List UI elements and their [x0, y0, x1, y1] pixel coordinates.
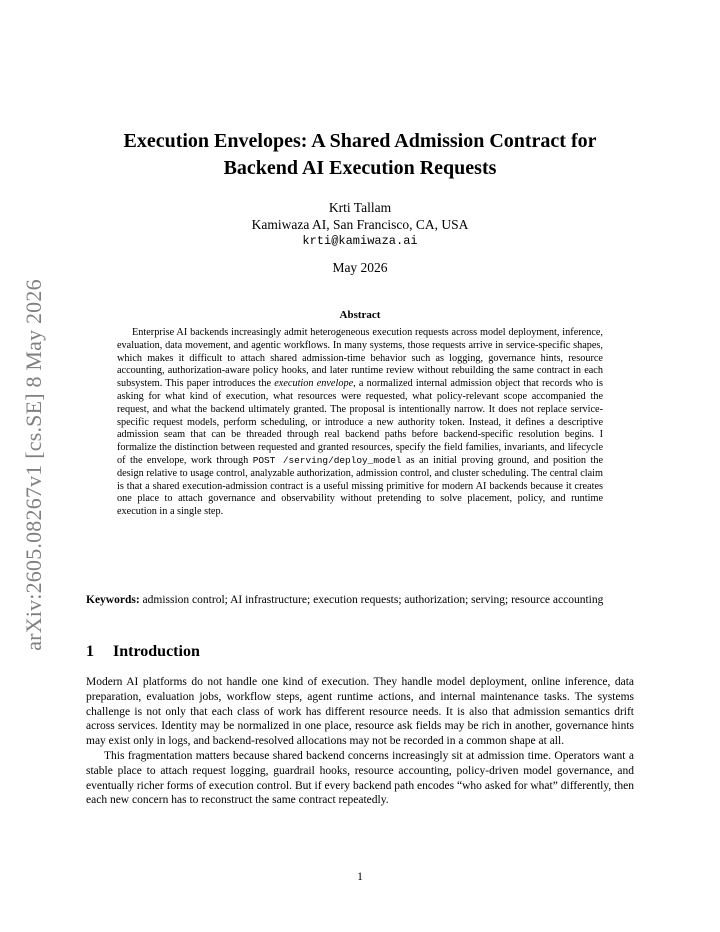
arxiv-watermark [18, 265, 50, 665]
title-line-1: Execution Envelopes: A Shared Admission Contract for [123, 130, 597, 152]
publication-date: May 2026 [332, 260, 388, 275]
arxiv-identifier: arXiv:2605.08267v1 [cs.SE] 8 May 2026 [21, 279, 46, 651]
section-body [86, 675, 634, 808]
abstract-text-3: as an initial proving ground, and position the design relative to usage control, analyzable authorization, admission control, and cluster scheduling. The central claim is that a shared execution-admission contract is a useful missing primitive for modern AI backends because it creates one place to attach governance and observability without pretending to solve placement, policy, and runtime execution in a single step. [117, 454, 603, 518]
title-line-2: Backend AI Execution Requests [223, 157, 497, 179]
abstract-emphasis: execution envelope [274, 378, 354, 390]
body-paragraph: This fragmentation matters because shared backend concerns increasingly sit at admission time. Operators want a stable place to attach request logging, guardrail hooks, resource accounting, policy-driven model governance, and eventually richer forms of execution control. But if every backend path encodes “who asked for what” differently, then each new concern has to reconstruct the same contract repeatedly. [86, 749, 634, 807]
abstract-code: POST /serving/deploy_model [252, 454, 402, 466]
abstract-body [117, 327, 603, 519]
author-name: Krti Tallam [328, 200, 392, 215]
body-paragraph: Modern AI platforms do not handle one kind of execution. They handle model deployment, online inference, data preparation, evaluation jobs, workflow steps, agent runtime actions, and internal maintenance tasks. The systems challenge is not only that each class of work has different resource needs. It is also that admission semantics drift across services. Identity may be normalized in one place, resource ask fields may be rich in another, governance hints may exist only in logs, and backend-resolved allocations may not be recorded in a common shape at all. [86, 676, 634, 748]
paper-title [80, 128, 640, 182]
page-number: 1 [357, 871, 363, 883]
abstract-text-2: , a normalized internal admission object that records who is asking for what kind of execution, what resources were requested, what policy-relevant scope accompanied the request, and what the backend ultimately granted. The proposal is intentionally narrow. It does not replace service-specific request models, perform scheduling, or introduce a new authority token. Instead, it defines a descriptive admission seam that can be threaded through real backend paths before backend-specific resolution begins. I formalize the distinction between requested and granted resources, specify the field families, invariants, and lifecycle of the envelope, work through [117, 378, 603, 466]
section-number: 1 [86, 643, 94, 660]
author-block [80, 199, 640, 250]
author-email: krti@kamiwaza.ai [302, 234, 418, 248]
author-affiliation: Kamiwaza AI, San Francisco, CA, USA [251, 217, 469, 232]
keywords-label: Keywords: [86, 594, 140, 606]
section-title: Introduction [113, 643, 200, 660]
abstract-text-1: Enterprise AI backends increasingly admit heterogeneous execution requests across model deployment, inference, evaluation, data movement, and agentic workflows. In many systems, those requests arrive in service-specific shapes, which makes it difficult to attach shared admission-time behavior such as logging, governance hints, resource accounting, authorization-aware policy hooks, and later runtime review without rebuilding the same contract in each subsystem. This paper introduces the [117, 327, 603, 390]
section-heading [86, 643, 200, 661]
abstract-heading: Abstract [339, 309, 381, 321]
keywords-text: admission control; AI infrastructure; execution requests; authorization; serving; resource accounting [139, 594, 604, 606]
keywords [86, 593, 634, 608]
